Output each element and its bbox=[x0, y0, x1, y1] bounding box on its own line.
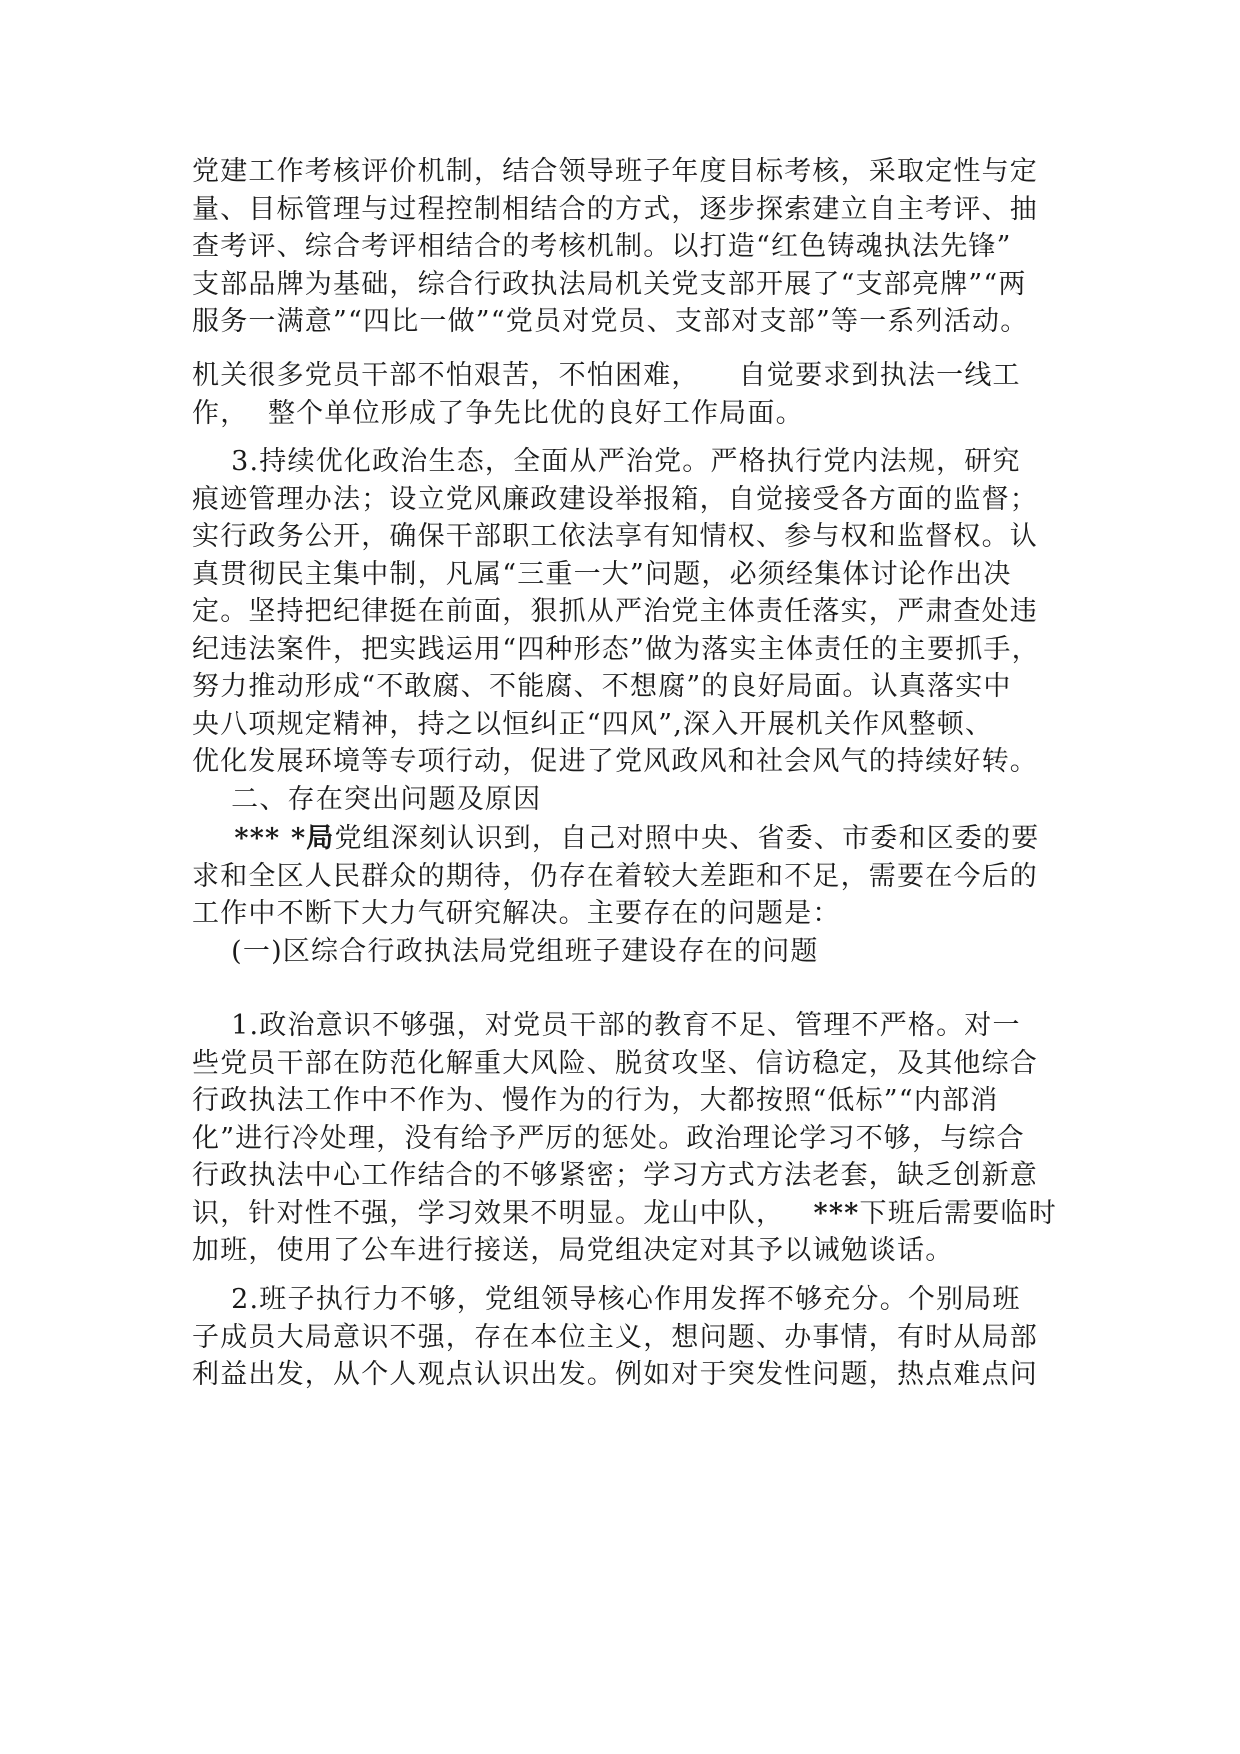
text-line: 行政执法中心工作结合的不够紧密；学习方式方法老套，缺乏创新意 bbox=[192, 1160, 1038, 1191]
text-line: 行政执法工作中不作为、慢作为的行为，大都按照“低标”“内部消 bbox=[192, 1085, 999, 1116]
text-line: 作， 整个单位形成了争先比优的良好工作局面。 bbox=[192, 397, 804, 429]
text-line: 加班，使用了公车进行接送，局党组决定对其予以诫勉谈话。 bbox=[192, 1235, 954, 1266]
subsection-heading: (一)区综合行政执法局党组班子建设存在的问题 bbox=[192, 935, 819, 967]
paragraph-work-atmosphere bbox=[192, 357, 1052, 432]
text-line: 化”进行冷处理，没有给予严厉的惩处。政治理论学习不够，与综合 bbox=[192, 1122, 1025, 1154]
redacted-bureau-name: *** *局 bbox=[192, 823, 335, 854]
text-line: 努力推动形成“不敢腐、不能腐、不想腐”的良好局面。认真落实中 bbox=[192, 671, 1012, 702]
text-line: 利益出发，从个人观点认识出发。例如对于突发性问题，热点难点问 bbox=[192, 1359, 1038, 1390]
text-run: 识，针对性不强，学习效果不明显。龙山中队， bbox=[192, 1197, 814, 1229]
text-line: 工作中不断下大力气研究解决。主要存在的问题是： bbox=[192, 898, 841, 929]
text-line: 痕迹管理办法；设立党风廉政建设举报箱，自觉接受各方面的监督； bbox=[192, 483, 1038, 515]
paragraph-team-execution bbox=[192, 1281, 1052, 1394]
text-line: 定。坚持把纪律挺在前面，狠抓从严治党主体责任落实，严肃查处违 bbox=[192, 596, 1038, 627]
text-line: 2.班子执行力不够，党组领导核心作用发挥不够充分。个别局班 bbox=[192, 1284, 1021, 1315]
text-line: 些党员干部在防范化解重大风险、脱贫攻坚、信访稳定，及其他综合 bbox=[192, 1047, 1038, 1079]
redacted-person-name: *** bbox=[813, 1197, 860, 1229]
text-line: 查考评、综合考评相结合的考核机制。以打造“红色铸魂执法先锋” bbox=[192, 231, 1012, 262]
text-line: 1.政治意识不够强，对党员干部的教育不足、管理不严格。对一 bbox=[192, 1010, 1021, 1041]
text-line: 优化发展环境等专项行动，促进了党风政风和社会风气的持续好转。 bbox=[192, 746, 1038, 777]
text-line: 子成员大局意识不强，存在本位主义，想问题、办事情，有时从局部 bbox=[192, 1321, 1038, 1353]
paragraph-political-ecology bbox=[192, 443, 1052, 818]
text-line: 服务一满意”“四比一做”“党员对党员、支部对支部”等一系列活动。 bbox=[192, 306, 1029, 337]
paragraph-problems-intro bbox=[192, 820, 1052, 970]
text-line: 纪违法案件，把实践运用“四种形态”做为落实主体责任的主要抓手， bbox=[192, 633, 1040, 665]
text-line: 真贯彻民主集中制，凡属“三重一大”问题，必须经集体讨论作出决 bbox=[192, 558, 1012, 590]
text-line: 量、目标管理与过程控制相结合的方式，逐步探索建立自主考评、抽 bbox=[192, 193, 1038, 225]
text-line bbox=[192, 820, 1052, 858]
text-line bbox=[192, 1195, 1057, 1233]
text-line: 支部品牌为基础，综合行政执法局机关党支部开展了“支部亮牌”“两 bbox=[192, 268, 1027, 300]
text-line: 实行政务公开，确保干部职工依法享有知情权、参与权和监督权。认 bbox=[192, 521, 1038, 552]
text-run: 党组深刻认识到，自己对照中央、省委、市委和区委的要 bbox=[334, 823, 1040, 854]
text-line: 央八项规定精神，持之以恒纠正“四风”,深入开展机关作风整顿、 bbox=[192, 708, 994, 740]
paragraph-party-building-assessment bbox=[192, 153, 1052, 341]
text-line: 机关很多党员干部不怕艰苦，不怕困难， 自觉要求到执法一线工 bbox=[192, 360, 1021, 391]
text-line: 求和全区人民群众的期待，仍存在着较大差距和不足，需要在今后的 bbox=[192, 860, 1038, 892]
text-line: 党建工作考核评价机制，结合领导班子年度目标考核，采取定性与定 bbox=[192, 156, 1038, 187]
text-run: 下班后需要临时 bbox=[859, 1197, 1057, 1229]
section-heading: 二、存在突出问题及原因 bbox=[192, 783, 542, 815]
paragraph-political-awareness bbox=[192, 1007, 1057, 1270]
text-line: 3.持续优化政治生态，全面从严治党。严格执行党内法规，研究 bbox=[192, 446, 1021, 477]
